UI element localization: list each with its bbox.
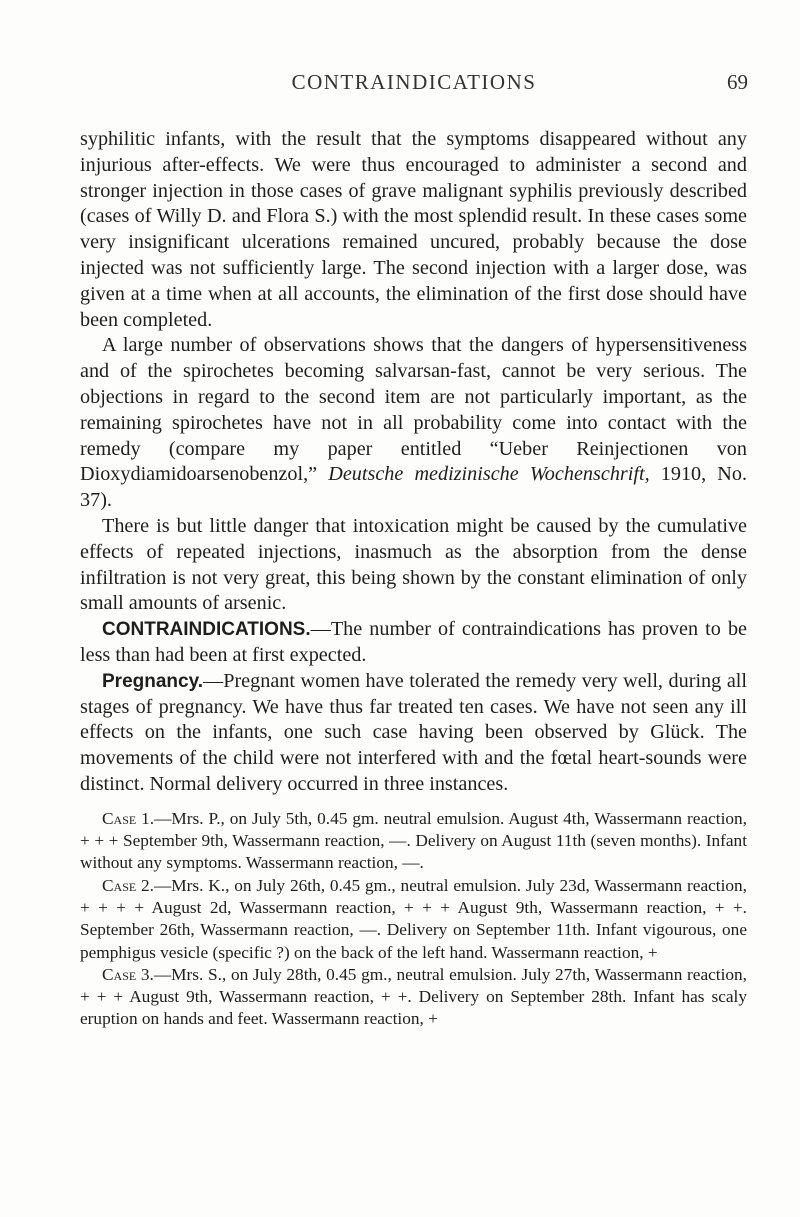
paragraph-2-text: A large number of observations shows that the dangers of hypersensitiveness and of the spirochetes becoming salvarsan-fast, cannot be very serious. The objections in regard to the second item are not particularly important, as the remaining spirochetes have not in all probability come into contact with the remedy (compare my paper entitled “Ueber Reinjectionen von Dioxydiamidoarsenobenzol,” bbox=[80, 334, 747, 486]
case-item bbox=[80, 808, 747, 875]
case-list bbox=[80, 808, 747, 1031]
case-text: —Mrs. S., on July 28th, 0.45 gm., neutral emulsion. July 27th, Wassermann reaction, + + + August 9th, Wassermann reaction, + +. Delivery on September 28th. Infant has scaly eruption on hands and feet. Wassermann reaction, + bbox=[80, 964, 747, 1029]
pregnancy-heading: Pregnancy. bbox=[102, 670, 204, 692]
main-text bbox=[80, 127, 747, 1031]
citation-rest: 1910, No. 37). bbox=[80, 463, 747, 512]
case-label: Case 3. bbox=[102, 964, 154, 984]
page-number: 69 bbox=[727, 70, 748, 94]
paragraph-3: There is but little danger that intoxication might be caused by the cumulative effects of repeated injections, inasmuch as the absorption from the dense infiltration is not very great, this being shown by the constant elimination of only small amounts of arsenic. bbox=[80, 514, 747, 615]
case-label: Case 2. bbox=[102, 875, 154, 895]
case-text: —Mrs. P., on July 5th, 0.45 gm. neutral emulsion. August 4th, Wassermann reaction, + + + September 9th, Wassermann reaction, —. Delivery on August 11th (seven months). Infant without any symptoms. Wassermann reaction, —. bbox=[80, 808, 747, 873]
page-header bbox=[80, 70, 748, 100]
case-label: Case 1. bbox=[102, 808, 155, 828]
journal-title: Deutsche medizinische Wochenschrift, bbox=[328, 463, 650, 486]
contraindications-heading: CONTRAINDICATIONS. bbox=[102, 619, 311, 641]
paragraph-pregnancy bbox=[80, 669, 747, 798]
pregnancy-text: —Pregnant women have tolerated the remedy very well, during all stages of pregnancy. We have thus far treated ten cases. We have not seen any ill effects on the infants, one such case having been observed by Glück. The movements of the child were not interfered with and the fœtal heart-sounds were distinct. Normal delivery occurred in three instances. bbox=[80, 669, 747, 795]
paragraph-contraindications bbox=[80, 617, 747, 669]
case-text: —Mrs. K., on July 26th, 0.45 gm., neutral emulsion. July 23d, Wassermann reaction, + + + + August 2d, Wassermann reaction, + + + August 9th, Wassermann reaction, + +. September 26th, Wassermann reaction, —. Delivery on September 11th. Infant vigourous, one pemphigus vesicle (specific ?) on the back of the left hand. Wassermann reaction, + bbox=[80, 875, 747, 962]
case-item bbox=[80, 964, 747, 1031]
paragraph-1: syphilitic infants, with the result that the symptoms disappeared without any injurious after-effects. We were thus encouraged to administer a second and stronger injection in those cases of grave malignant syphilis previously described (cases of Willy D. and Flora S.) with the most splendid result. In these cases some very insignificant ulcerations remained uncured, probably because the dose injected was not sufficiently large. The second injection with a larger dose, was given at a time when at all accounts, the elimination of the first dose should have been completed. bbox=[80, 128, 747, 331]
case-item bbox=[80, 875, 747, 964]
paragraph-2 bbox=[80, 333, 747, 514]
contraindications-text: —The number of contraindications has proven to be less than had been at first expected. bbox=[80, 618, 747, 666]
running-head: CONTRAINDICATIONS bbox=[291, 70, 537, 94]
